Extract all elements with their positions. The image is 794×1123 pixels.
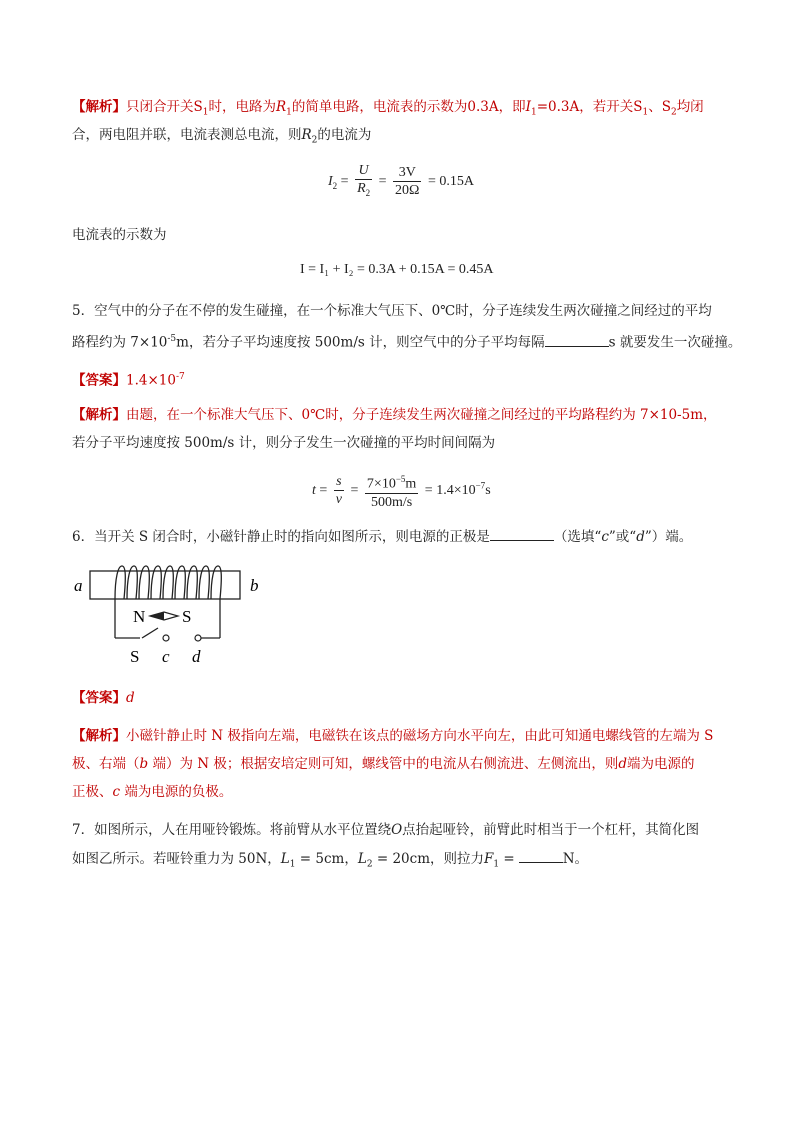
p7-question-line1: 7．如图所示，人在用哑铃锻炼。将前臂从水平位置绕O点抬起哑铃，前臂此时相当于一个杠杆，其简化图	[72, 822, 700, 838]
p4-equation-total: I = I₁ + I₂ = 0.3A + 0.15A = 0.45A	[300, 262, 494, 277]
p6-answer: 【答案】d	[72, 690, 135, 706]
analysis-label: 【解析】	[72, 728, 126, 744]
solenoid-circuit-figure	[70, 556, 280, 668]
p4-ammeter-text: 电流表的示数为	[72, 227, 167, 243]
needle-s-label: S	[182, 607, 192, 626]
p5-question-line2: 路程约为 $7\times 10^{-5}m$，若分子平均速度按 500m/s 计，则空气中的分子平均每隔 s 就要发生一次碰撞。	[72, 329, 741, 353]
p6-analysis-line2: 极、右端（b 端）为 N 极；根据安培定则可知，螺线管中的电流从右侧流进、左侧流出，则d端为电源的	[72, 756, 695, 772]
fraction-u-r2: $\frac{U}{R_2}$	[357, 163, 371, 198]
p4-equation-i2: $I_2$ = $\frac{U}{R_2}$ = $\frac{3V}{20\Omega}$ = 0.15A	[328, 162, 474, 202]
answer-label: 【答案】	[72, 372, 126, 389]
terminal-c	[163, 635, 169, 641]
terminal-b-label: b	[250, 576, 259, 595]
fraction-3v-20ohm: $\frac{3V}{20\Omega}$	[395, 165, 420, 199]
p6-analysis-line1: 【解析】小磁针静止时 N 极指向左端，电磁铁在该点的磁场方向水平向左，由此可知通电螺线管的左端为 S	[72, 728, 714, 744]
answer-blank	[490, 526, 554, 541]
fraction-distance-speed: $\frac{7\times 10^{-5}m}{500m/s}$	[365, 471, 418, 511]
terminal-d-label: d	[192, 647, 201, 666]
switch-s-label: S	[130, 647, 140, 666]
p4-analysis-line2: 合，两电阻并联，电流表测总电流，则$R_2$的电流为	[72, 127, 372, 146]
p5-equation-t: t = $\frac{s}{v}$ = $\frac{7\times 10^{-5}m}{500m/s}$ = $1.4\times 10^{-7}s$	[312, 471, 491, 511]
fraction-s-v: $\frac{s}{v}$	[335, 474, 343, 508]
p5-analysis-line2: 若分子平均速度按 500m/s 计，则分子发生一次碰撞的平均时间间隔为	[72, 435, 496, 451]
p6-analysis-line3: 正极、c 端为电源的负极。	[72, 784, 233, 800]
p5-answer: 【答案】$1.4\times 10^{-7}$	[72, 372, 185, 389]
p5-analysis-line1: 【解析】由题，在一个标准大气压下、0℃时，分子连续发生两次碰撞之间经过的平均路程约为 7×10-5m，	[72, 407, 717, 423]
p6-question: 6．当开关 S 闭合时，小磁针静止时的指向如图所示，则电源的正极是 （选填“c”或“d”）端。	[72, 526, 692, 547]
p4-analysis-line1: 【解析】只闭合开关$S_1$时，电路为$R_1$的简单电路，电流表的示数为0.3A，即$I_1=0.3A$，若开关$S_1$、$S_2$均闭	[72, 99, 704, 118]
answer-blank	[545, 332, 609, 347]
answer-label: 【答案】	[72, 690, 126, 706]
switch-blade	[142, 628, 158, 638]
p7-question-line2: 如图乙所示。若哑铃重力为 50N，$L_1 = 5cm$，$L_2 = 20cm$，则拉力$F_1 = N$。	[72, 848, 588, 875]
analysis-label: 【解析】	[72, 99, 126, 115]
analysis-label: 【解析】	[72, 407, 126, 423]
terminal-a-label: a	[74, 576, 83, 595]
terminal-d	[195, 635, 201, 641]
terminal-c-label: c	[162, 647, 170, 666]
answer-blank	[519, 848, 563, 863]
needle-n-label: N	[133, 607, 146, 626]
p5-question-line1: 5．空气中的分子在不停的发生碰撞，在一个标准大气压下、0℃时，分子连续发生两次碰撞之间经过的平均	[72, 303, 712, 319]
